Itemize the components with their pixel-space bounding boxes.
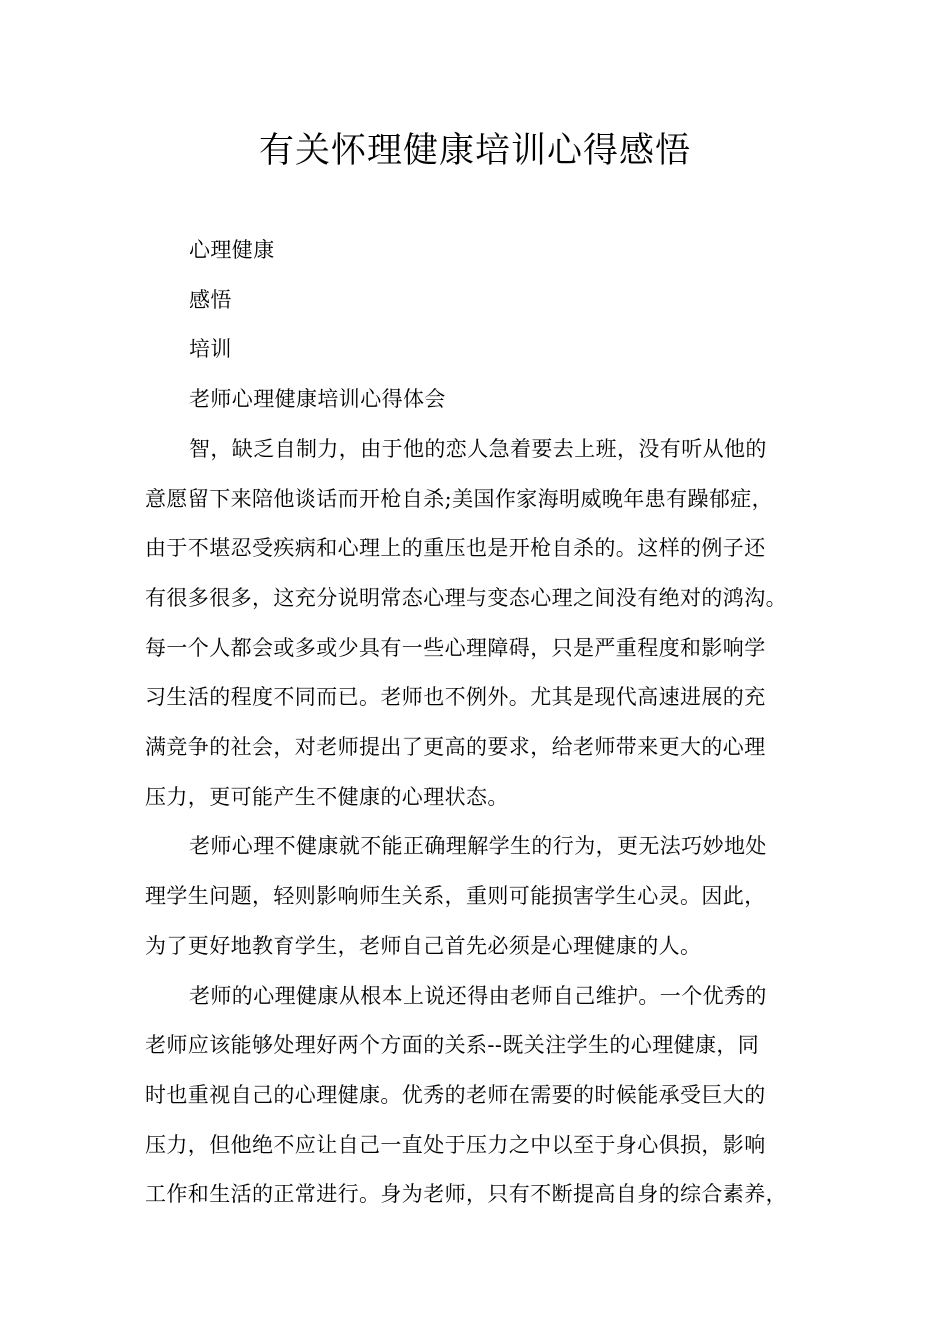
paragraph-line: 压力，但他绝不应让自己一直处于压力之中以至于身心俱损，影响	[145, 1132, 766, 1157]
document-body	[145, 226, 815, 1220]
paragraph-line: 老师的心理健康从根本上说还得由老师自己维护。一个优秀的	[189, 983, 767, 1008]
paragraph-line: 意愿留下来陪他谈话而开枪自杀;美国作家海明威晚年患有躁郁症，	[145, 486, 774, 511]
paragraph-line: 工作和生活的正常进行。身为老师，只有不断提高自身的综合素养，	[145, 1182, 787, 1207]
keyword-line: 感悟	[189, 287, 232, 312]
paragraph	[145, 425, 815, 823]
section-subtitle: 老师心理健康培训心得体会	[189, 387, 446, 412]
paragraph-line: 老师心理不健康就不能正确理解学生的行为，更无法巧妙地处	[189, 834, 767, 859]
paragraph-line: 满竞争的社会，对老师提出了更高的要求，给老师带来更大的心理	[145, 735, 766, 760]
keyword-line: 心理健康	[189, 238, 275, 262]
paragraph	[145, 972, 815, 1221]
document-title: 有关怀理健康培训心得感悟	[258, 131, 691, 171]
paragraph-line: 压力，更可能产生不健康的心理状态。	[145, 784, 509, 809]
paragraph-line: 理学生问题，轻则影响师生关系，重则可能损害学生心灵。因此，	[145, 884, 766, 909]
paragraph-line: 习生活的程度不同而已。老师也不例外。尤其是现代高速进展的充	[145, 685, 766, 710]
paragraph-line: 时也重视自己的心理健康。优秀的老师在需要的时候能承受巨大的	[145, 1082, 766, 1107]
paragraph-line: 由于不堪忍受疾病和心理上的重压也是开枪自杀的。这样的例子还	[145, 536, 766, 561]
paragraph-line: 智，缺乏自制力，由于他的恋人急着要去上班，没有听从他的	[189, 436, 767, 461]
paragraph-line: 老师应该能够处理好两个方面的关系--既关注学生的心理健康，同	[145, 1033, 760, 1058]
paragraph	[145, 822, 815, 971]
paragraph-line: 有很多很多，这充分说明常态心理与变态心理之间没有绝对的鸿沟。	[145, 585, 787, 610]
paragraph-line: 为了更好地教育学生，老师自己首先必须是心理健康的人。	[145, 933, 702, 958]
keyword-line: 培训	[189, 337, 232, 362]
paragraph-line: 每一个人都会或多或少具有一些心理障碍，只是严重程度和影响学	[145, 635, 766, 660]
